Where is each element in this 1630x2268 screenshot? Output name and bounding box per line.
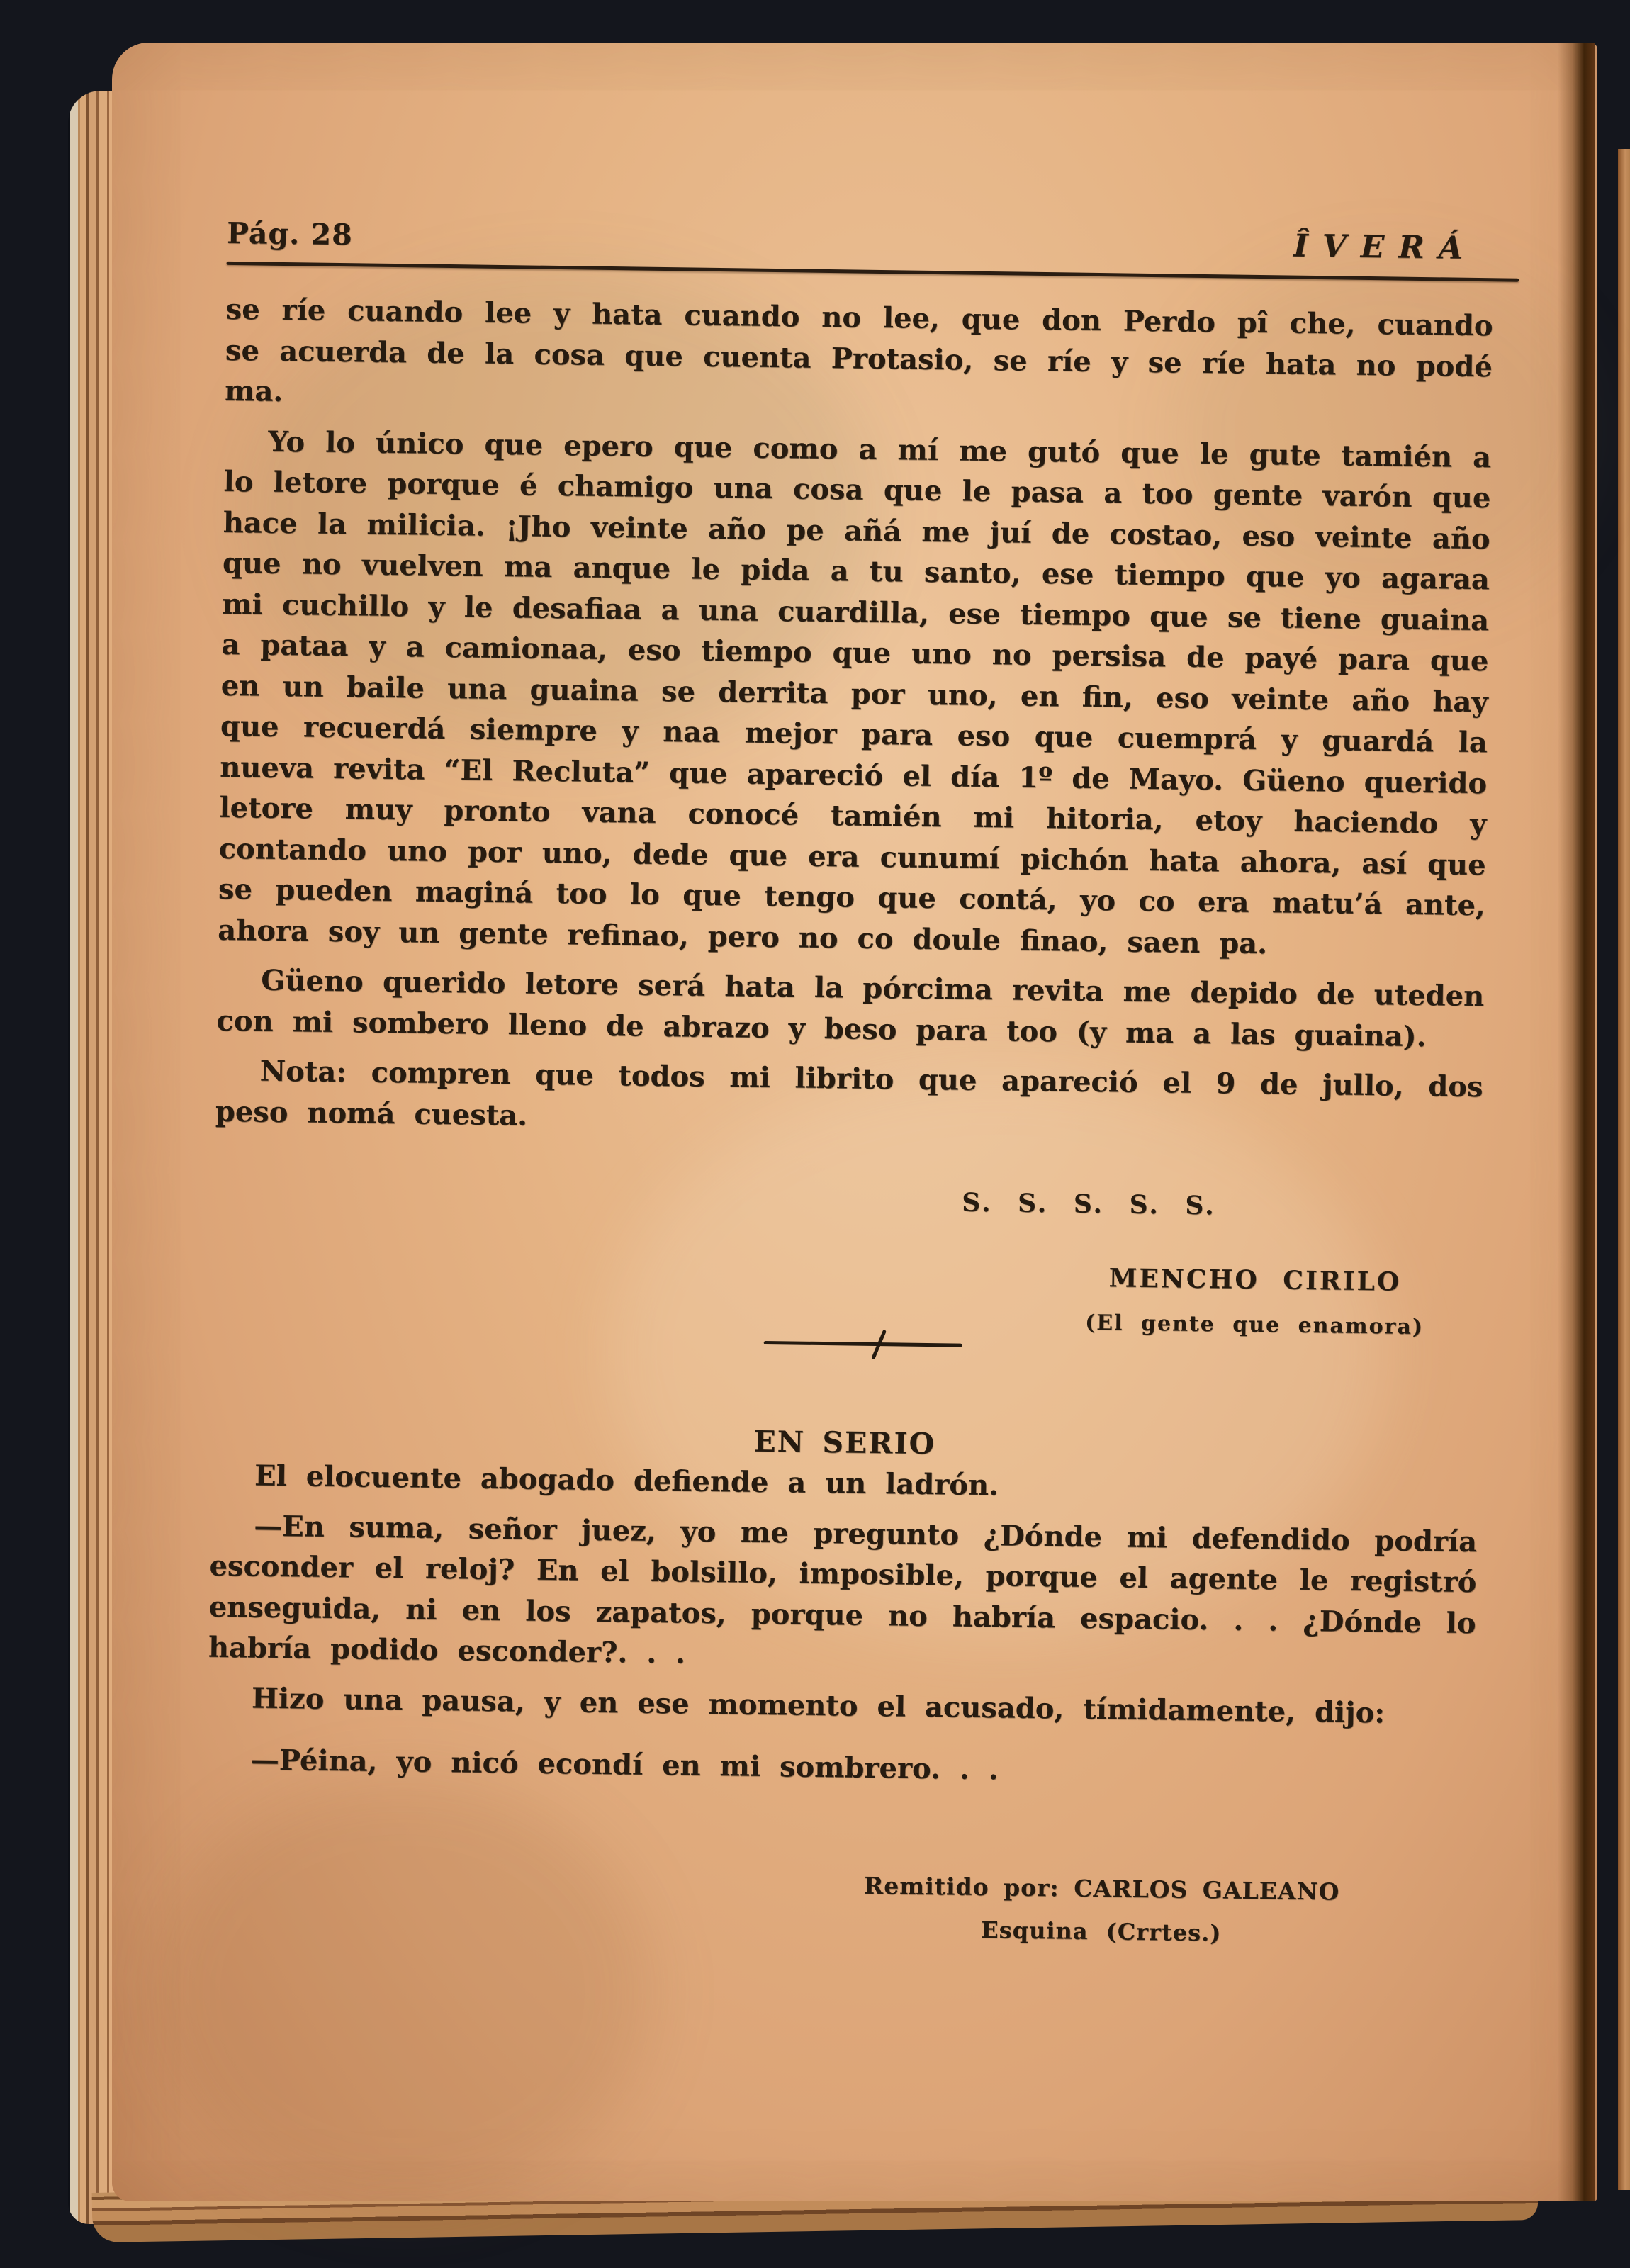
paragraph: Hizo una pausa, y en ese momento el acusado, tímidamente, dijo: xyxy=(251,1681,1386,1729)
paragraph: se ríe cuando lee y hata cuando no lee, que don Perdo pî che, cuando se acuerda de la cosa que cuenta Protasio, se ríe y se ríe hata no podé ma. xyxy=(224,292,1493,408)
paragraph: Nota: compren que todos mi librito que apareció el 9 de jullo, dos peso nomá cuesta. xyxy=(215,1054,1483,1133)
author-subtitle: (El gente que enamora) xyxy=(1084,1310,1424,1340)
paragraph: —En suma, señor juez, yo me pregunto ¿Dónde mi defendido podría esconder el reloj? En el bolsillo, imposible, porque el agente le registró enseguida, ni en los zapatos, porque no habría espacio. . . ¿Dónde lo habría podido esconder?. . . xyxy=(208,1509,1478,1671)
article-2-title: EN SERIO xyxy=(753,1424,936,1461)
paragraph: El elocuente abogado defiende a un ladrón. xyxy=(254,1459,999,1503)
divider-line xyxy=(764,1340,962,1347)
credit-line: Esquina (Crrtes.) xyxy=(981,1916,1222,1947)
article-1-body xyxy=(205,289,1493,1958)
paragraph: Yo lo único que epero que como a mí me gutó que le gute tamién a lo letore porque é chamigo una cosa que le pasa a too gente varón que hace la milicia. ¡Jho veinte año pe añá me juí de costao, eso veinte año que no vuelven ma anque le pida a tu santo, ese tiempo que yo agaraa mi cuchillo y le desafiaa a una cuardilla, ese tiempo que se tiene guaina a pataa y a camionaa, eso tiempo que uno no persisa de payé para que en un baile una guaina se derrita por uno, en fin, eso veinte año hay que recuerdá siempre y naa mejor para eso que cuemprá y guardá la nueva revita “El Recluta” que apareció el día 1º de Mayo. Güeno querido letore muy pronto vana conocé tamién mi hitoria, etoy haciendo y contando uno por uno, dede que era cunumí pichón hata ahora, así que se pueden maginá too lo que tengo que contá, yo co era matu’á ante, ahora soy un gente refinao, pero no co doule finao, saen pa. xyxy=(217,425,1492,960)
signoff-initials: S. S. S. S. S. xyxy=(962,1187,1216,1221)
author-name: MENCHO CIRILO xyxy=(1108,1262,1402,1297)
credit-line: Remitido por: CARLOS GALEANO xyxy=(863,1871,1340,1906)
credit-block xyxy=(814,1864,1389,1956)
paragraph: —Péina, yo nicó econdí en mi sombrero. . . xyxy=(250,1743,999,1787)
running-header xyxy=(227,214,1506,267)
header-rule xyxy=(227,262,1519,282)
author-block xyxy=(1035,1257,1476,1348)
magazine-page xyxy=(112,43,1597,2201)
gutter-crease xyxy=(1558,43,1595,2201)
page-content xyxy=(86,41,1600,2219)
next-page-sliver xyxy=(1618,149,1630,2190)
masthead-title: ÎVERÁ xyxy=(1293,228,1478,266)
page-number: Pág. 28 xyxy=(226,215,354,252)
paragraph: Güeno querido letore será hata la pórcima revita me depido de uteden con mi sombero lleno de abrazo y beso para too (y ma a las guaina). xyxy=(216,963,1485,1053)
divider-ornament xyxy=(763,1327,962,1359)
